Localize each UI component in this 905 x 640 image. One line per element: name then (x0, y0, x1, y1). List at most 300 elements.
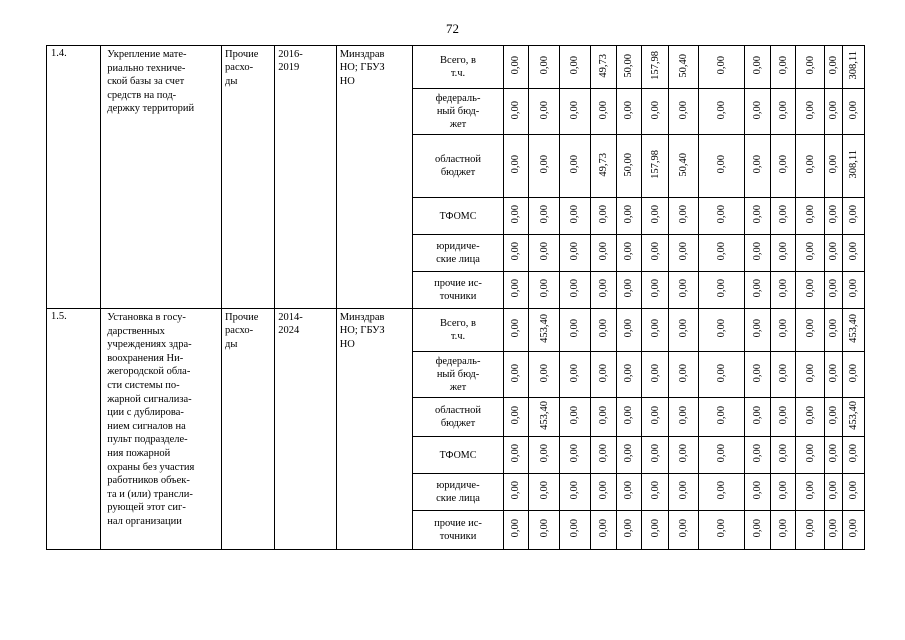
value-text: 0,00 (678, 363, 690, 383)
value-cell (641, 437, 669, 474)
value-text: 453,40 (538, 401, 550, 430)
value-cell (529, 235, 560, 272)
text-line: та и (или) трансли- (107, 488, 193, 500)
value-text: 453,40 (538, 314, 550, 343)
value-text: 0,00 (623, 279, 635, 298)
value-cell (617, 352, 642, 398)
text-line: юридиче- (436, 480, 480, 491)
value-text: 0,00 (569, 481, 581, 500)
value-text: 0,00 (848, 444, 860, 463)
value-cell (641, 46, 669, 89)
value-text: 49,73 (597, 53, 609, 78)
text-line: т.ч. (450, 331, 466, 342)
value-text: 0,00 (777, 363, 789, 383)
value-cell (617, 272, 642, 309)
value-cell (796, 46, 825, 89)
value-text: 0,00 (777, 444, 789, 463)
value-cell (843, 437, 865, 474)
value-cell (669, 309, 699, 352)
value-cell (824, 89, 842, 135)
value-cell (796, 352, 825, 398)
text-line: сти системы по- (107, 379, 180, 391)
value-cell (699, 272, 745, 309)
text-line: Прочие (225, 312, 259, 323)
value-text: 0,00 (597, 444, 609, 463)
value-cell (843, 398, 865, 437)
value-cell (529, 398, 560, 437)
text-line: ции с дублирова- (107, 407, 184, 419)
value-cell (617, 437, 642, 474)
value-cell (745, 46, 771, 89)
value-cell (824, 135, 842, 198)
value-text: 0,00 (828, 406, 840, 425)
value-cell (770, 272, 796, 309)
value-text: 0,00 (777, 56, 789, 75)
value-text: 0,00 (678, 242, 690, 261)
value-cell (745, 135, 771, 198)
value-cell (669, 135, 699, 198)
value-cell (503, 235, 529, 272)
value-text: 0,00 (678, 406, 690, 425)
value-cell (824, 398, 842, 437)
value-cell (824, 352, 842, 398)
value-cell (669, 352, 699, 398)
value-text: 0,00 (623, 481, 635, 500)
value-cell (503, 89, 529, 135)
value-text: 0,00 (751, 100, 763, 120)
value-cell (843, 474, 865, 511)
value-text: 0,00 (678, 519, 690, 538)
value-text: 0,00 (716, 319, 728, 338)
value-text: 0,00 (751, 363, 763, 383)
period (275, 46, 336, 309)
text-line: прочие ис- (434, 518, 482, 529)
value-cell (745, 89, 771, 135)
value-cell (699, 89, 745, 135)
value-cell (503, 135, 529, 198)
value-cell (590, 235, 617, 272)
value-text: 0,00 (597, 205, 609, 224)
value-text: 0,00 (828, 363, 840, 383)
value-cell (699, 398, 745, 437)
value-cell (559, 437, 590, 474)
value-text: 0,00 (848, 242, 860, 261)
value-cell (617, 135, 642, 198)
value-cell (590, 437, 617, 474)
period (275, 309, 336, 550)
value-text: 0,00 (538, 519, 550, 538)
value-text: 0,00 (716, 56, 728, 75)
value-cell (529, 309, 560, 352)
value-text: 0,00 (510, 242, 522, 261)
value-text: 0,00 (597, 481, 609, 500)
text-line: жет (449, 382, 467, 393)
value-cell (770, 198, 796, 235)
value-text: 0,00 (777, 205, 789, 224)
value-cell (796, 309, 825, 352)
value-cell (843, 309, 865, 352)
value-cell (745, 272, 771, 309)
value-cell (770, 135, 796, 198)
funding-source (413, 511, 503, 550)
value-cell (529, 198, 560, 235)
value-text: 50,00 (623, 53, 635, 78)
text-line: бюджет (440, 167, 476, 178)
value-cell (559, 398, 590, 437)
value-cell (503, 272, 529, 309)
value-cell (669, 474, 699, 511)
value-cell (796, 89, 825, 135)
text-line: Минздрав (339, 312, 385, 323)
value-text: 0,00 (597, 242, 609, 261)
value-cell (796, 235, 825, 272)
value-text: 0,00 (828, 519, 840, 538)
value-cell (824, 198, 842, 235)
value-cell (843, 352, 865, 398)
value-text: 0,00 (510, 205, 522, 224)
text-line: ния пожарной (107, 447, 171, 459)
value-text: 0,00 (623, 205, 635, 224)
table-body (47, 46, 865, 550)
value-cell (843, 272, 865, 309)
text-line: т.ч. (450, 68, 466, 79)
value-cell (699, 198, 745, 235)
value-cell (503, 198, 529, 235)
value-cell (843, 511, 865, 550)
value-cell (824, 474, 842, 511)
value-cell (559, 46, 590, 89)
funding-source (413, 437, 503, 474)
value-text: 0,00 (538, 444, 550, 463)
value-cell (590, 198, 617, 235)
value-cell (796, 474, 825, 511)
value-text: 0,00 (597, 319, 609, 338)
value-cell (529, 46, 560, 89)
value-text: 0,00 (777, 319, 789, 338)
value-text: 0,00 (597, 279, 609, 298)
value-cell (559, 135, 590, 198)
text-line: расхо- (225, 325, 254, 337)
value-text: 0,00 (828, 279, 840, 298)
value-cell (699, 474, 745, 511)
value-text: 0,00 (804, 519, 816, 538)
funding-source (413, 272, 503, 309)
value-cell (745, 309, 771, 352)
value-text: 0,00 (649, 242, 661, 261)
value-cell (529, 474, 560, 511)
value-cell (617, 309, 642, 352)
value-cell (843, 235, 865, 272)
value-cell (641, 398, 669, 437)
value-cell (529, 437, 560, 474)
value-text: 0,00 (538, 205, 550, 224)
funding-source (413, 135, 503, 198)
value-text: 0,00 (623, 519, 635, 538)
value-text: 0,00 (716, 155, 728, 174)
funding-source (413, 46, 503, 89)
value-text: 0,00 (828, 481, 840, 500)
value-text: 0,00 (510, 519, 522, 538)
value-cell (503, 46, 529, 89)
value-cell (699, 135, 745, 198)
value-text: 0,00 (569, 56, 581, 75)
value-cell (843, 198, 865, 235)
value-cell (770, 511, 796, 550)
value-text: 0,00 (597, 363, 609, 383)
measure-code: 1.5. (47, 309, 101, 550)
value-text: 0,00 (716, 242, 728, 261)
value-text: 157,98 (649, 150, 661, 179)
value-cell (669, 511, 699, 550)
text-line: юридиче- (436, 241, 480, 252)
value-cell (770, 46, 796, 89)
value-cell (796, 272, 825, 309)
text-line: пульт подразделе- (107, 434, 188, 446)
value-cell (559, 511, 590, 550)
value-cell (824, 511, 842, 550)
value-text: 0,00 (538, 481, 550, 500)
value-cell (669, 272, 699, 309)
text-line: ный бюд- (436, 369, 480, 380)
value-cell (617, 89, 642, 135)
value-cell (590, 135, 617, 198)
value-text: 0,00 (848, 279, 860, 298)
value-cell (641, 89, 669, 135)
text-line: Минздрав (339, 49, 385, 60)
value-text: 0,00 (649, 205, 661, 224)
value-cell (559, 309, 590, 352)
text-line: 2016- (278, 49, 303, 60)
measure-code: 1.4. (47, 46, 101, 309)
value-cell (770, 398, 796, 437)
value-cell (559, 198, 590, 235)
value-text: 0,00 (510, 319, 522, 338)
text-line: ской базы за счет (107, 76, 185, 88)
value-text: 0,00 (751, 319, 763, 338)
value-text: 0,00 (716, 481, 728, 500)
value-cell (559, 474, 590, 511)
value-cell (669, 198, 699, 235)
value-cell (503, 511, 529, 550)
executor (336, 46, 413, 309)
text-line: нием сигналов на (107, 420, 186, 432)
value-text: 308,11 (848, 150, 860, 179)
value-cell (590, 352, 617, 398)
value-text: 50,40 (678, 53, 690, 78)
value-text: 0,00 (777, 481, 789, 500)
value-cell (503, 474, 529, 511)
value-text: 0,00 (804, 242, 816, 261)
value-cell (745, 235, 771, 272)
text-line: риально техниче- (107, 62, 186, 74)
value-cell (770, 352, 796, 398)
text-line: областной (435, 154, 481, 165)
text-line: ный бюд- (436, 106, 480, 117)
text-line: средств на под- (107, 89, 177, 101)
value-text: 0,00 (828, 444, 840, 463)
value-cell (529, 135, 560, 198)
text-line: воохранения Ни- (107, 352, 184, 364)
value-text: 0,00 (678, 444, 690, 463)
text-line: НО; ГБУЗ (339, 62, 385, 74)
value-text: 0,00 (804, 100, 816, 120)
value-cell (559, 352, 590, 398)
value-text: 0,00 (828, 56, 840, 75)
value-text: 0,00 (751, 279, 763, 298)
value-text: 0,00 (716, 363, 728, 383)
value-cell (617, 235, 642, 272)
value-text: 0,00 (569, 100, 581, 120)
value-cell (503, 309, 529, 352)
value-text: 50,40 (678, 152, 690, 177)
value-cell (669, 398, 699, 437)
value-text: 0,00 (751, 406, 763, 425)
value-cell (669, 437, 699, 474)
value-text: 0,00 (678, 100, 690, 120)
value-cell (745, 437, 771, 474)
value-cell (745, 474, 771, 511)
table-row (47, 46, 865, 89)
value-text: 0,00 (510, 363, 522, 383)
value-text: 0,00 (751, 519, 763, 538)
value-text: 0,00 (538, 242, 550, 261)
value-text: 0,00 (597, 519, 609, 538)
value-text: 49,73 (597, 152, 609, 177)
text-line: 2024 (278, 325, 300, 337)
text-line: НО (339, 75, 355, 87)
value-text: 0,00 (751, 56, 763, 75)
value-text: 453,40 (848, 314, 860, 343)
value-text: 0,00 (716, 100, 728, 120)
value-text: 0,00 (678, 279, 690, 298)
value-text: 0,00 (777, 155, 789, 174)
value-cell (824, 46, 842, 89)
value-cell (824, 437, 842, 474)
value-text: 0,00 (510, 481, 522, 500)
text-line: 2014- (278, 312, 303, 323)
value-text: 0,00 (649, 100, 661, 120)
value-text: 0,00 (649, 406, 661, 425)
value-cell (503, 352, 529, 398)
value-cell (843, 89, 865, 135)
value-cell (590, 46, 617, 89)
value-text: 0,00 (804, 319, 816, 338)
value-text: 0,00 (569, 363, 581, 383)
text-line: 2019 (278, 62, 300, 74)
text-line: областной (435, 405, 481, 416)
value-text: 0,00 (649, 519, 661, 538)
value-text: 0,00 (623, 242, 635, 261)
value-text: 0,00 (569, 444, 581, 463)
value-text: 0,00 (597, 406, 609, 425)
value-text: 0,00 (623, 363, 635, 383)
value-text: 0,00 (623, 319, 635, 338)
text-line: жарной сигнализа- (107, 393, 192, 405)
value-cell (699, 352, 745, 398)
value-text: 0,00 (828, 319, 840, 338)
text-line: держку территорий (107, 103, 195, 115)
text-line: прочие ис- (434, 278, 482, 289)
expense-type (222, 46, 275, 309)
value-text: 0,00 (649, 363, 661, 383)
value-text: 0,00 (804, 279, 816, 298)
budget-table (46, 45, 865, 550)
value-cell (590, 89, 617, 135)
value-cell (669, 89, 699, 135)
value-cell (824, 235, 842, 272)
text-line: ские лица (436, 254, 480, 265)
value-text: 0,00 (510, 56, 522, 75)
value-cell (529, 272, 560, 309)
value-cell (559, 235, 590, 272)
text-line: Прочие (225, 49, 259, 60)
text-line: Всего, в (440, 318, 476, 329)
value-cell (843, 135, 865, 198)
value-text: 308,11 (848, 51, 860, 80)
value-cell (503, 437, 529, 474)
value-cell (669, 235, 699, 272)
executor (336, 309, 413, 550)
value-cell (699, 437, 745, 474)
text-line: охраны без участия (107, 461, 195, 473)
value-text: 0,00 (777, 242, 789, 261)
text-line: ские лица (436, 493, 480, 504)
text-line: точники (439, 531, 477, 542)
value-text: 50,00 (623, 152, 635, 177)
value-text: 0,00 (804, 406, 816, 425)
value-text: 0,00 (828, 205, 840, 224)
text-line: нал организации (107, 515, 182, 527)
text-line: НО (339, 338, 355, 350)
value-text: 0,00 (538, 155, 550, 174)
value-cell (529, 89, 560, 135)
text-line: Установка в госу- (107, 312, 186, 323)
value-text: 0,00 (751, 481, 763, 500)
value-text: 0,00 (777, 279, 789, 298)
text-line: точники (439, 291, 477, 302)
funding-source (413, 89, 503, 135)
value-text: 0,00 (828, 242, 840, 261)
value-text: 0,00 (569, 205, 581, 224)
value-text: 0,00 (649, 481, 661, 500)
text-line: федераль- (435, 356, 481, 367)
value-text: 0,00 (777, 519, 789, 538)
value-text: 0,00 (538, 100, 550, 120)
value-text: 0,00 (678, 481, 690, 500)
value-cell (770, 309, 796, 352)
text-line: бюджет (440, 418, 476, 429)
value-cell (641, 235, 669, 272)
text-line: дарственных (107, 325, 165, 337)
value-cell (699, 46, 745, 89)
value-text: 0,00 (716, 279, 728, 298)
value-cell (745, 398, 771, 437)
value-cell (745, 198, 771, 235)
value-text: 0,00 (678, 319, 690, 338)
value-cell (590, 474, 617, 511)
value-text: 0,00 (777, 406, 789, 425)
value-cell (617, 198, 642, 235)
value-text: 0,00 (828, 155, 840, 174)
value-text: 0,00 (678, 205, 690, 224)
value-text: 0,00 (848, 205, 860, 224)
value-cell (641, 272, 669, 309)
value-cell (824, 272, 842, 309)
value-cell (617, 398, 642, 437)
text-line: работников объек- (107, 475, 190, 487)
value-cell (617, 46, 642, 89)
value-text: 0,00 (716, 406, 728, 425)
